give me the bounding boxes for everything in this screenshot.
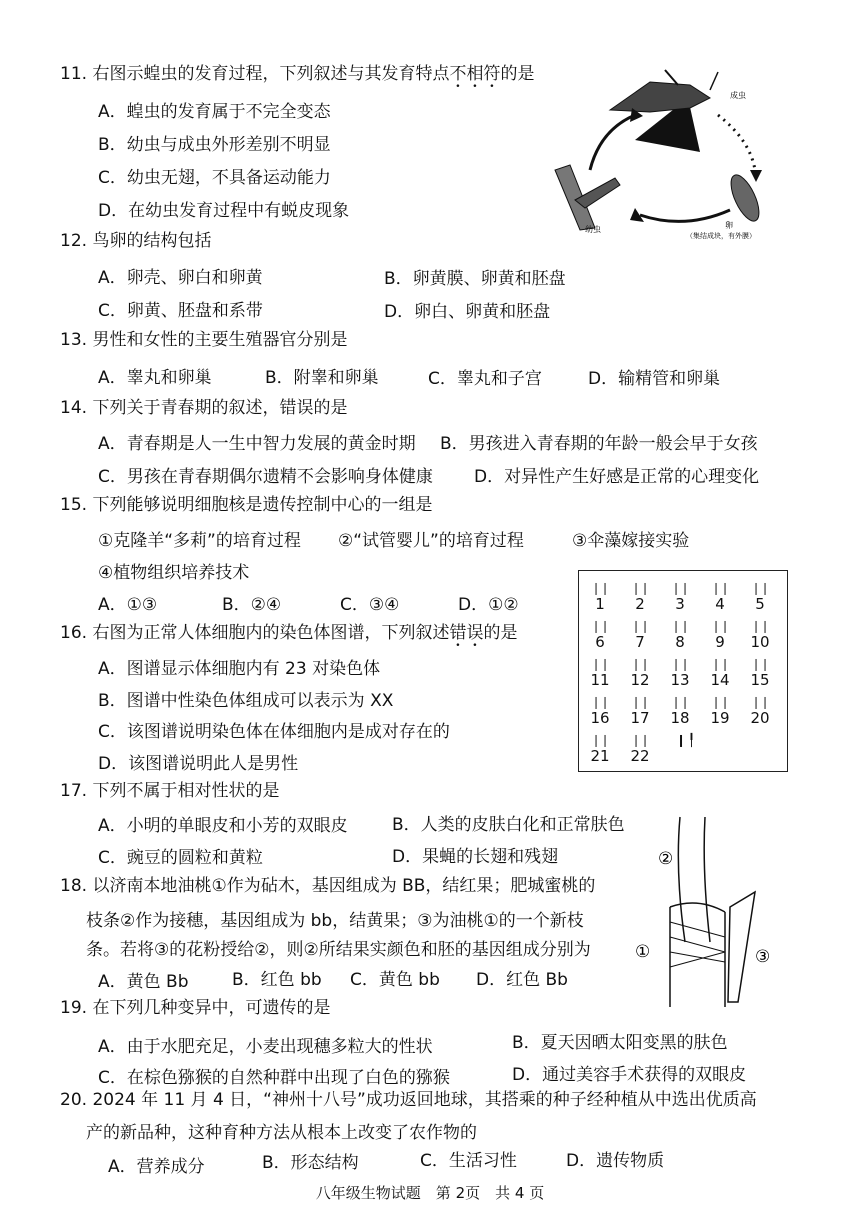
option: D．对异性产生好感是正常的心理变化 (474, 467, 760, 487)
option: D．果蝇的长翅和残翅 (392, 847, 559, 867)
question-13-stem: 13. 男性和女性的主要生殖器官分别是 (60, 330, 348, 350)
question-19-stem: 19. 在下列几种变异中，可遗传的是 (60, 998, 331, 1018)
question-20-stem: 20. 2024 年 11 月 4 日，“神州十八号”成功返回地球，其搭乘的种子经种植从中选出优质高 (60, 1090, 757, 1110)
chromosome-pair: ❘❘ (670, 657, 690, 671)
question-15-stem: 15. 下列能够说明细胞核是遗传控制中心的一组是 (60, 495, 433, 515)
chromosome-number: 2 (635, 595, 645, 613)
option: C．卵黄、胚盘和系带 (98, 301, 263, 321)
option: B．卵黄膜、卵黄和胚盘 (384, 269, 566, 289)
chromosome-pair: ❘❘ (590, 619, 610, 633)
chromosome-pair: ❘❘ (670, 619, 690, 633)
chromosome-pair: ❘❘ (670, 695, 690, 709)
question-14-stem: 14. 下列关于青春期的叙述，错误的是 (60, 398, 348, 418)
chromosome-number: 18 (670, 709, 690, 727)
chromosome-number: 9 (715, 633, 725, 651)
chromosome-pair: ❘❘ (590, 657, 610, 671)
chromosome-number: 3 (675, 595, 685, 613)
chromosome-number: 15 (750, 671, 770, 689)
option: C．该图谱说明染色体在体细胞内是成对存在的 (98, 722, 450, 742)
chromosome-pair: ❘❘ (710, 695, 730, 709)
option: C．睾丸和子宫 (428, 369, 542, 389)
chromosome-pair: ❘❘ (710, 581, 730, 595)
graft-label-3: ③ (755, 947, 771, 967)
chromosome-number: 5 (755, 595, 765, 613)
graft-label-2: ② (658, 849, 674, 869)
chromosome-pair: ❘❘ (750, 581, 770, 595)
question-16-stem: 16. 右图为正常人体细胞内的染色体图谱，下列叙述错误的是 (60, 623, 518, 643)
chromosome-pair: ❘❘ (630, 619, 650, 633)
emphasis-char: 错 (449, 623, 467, 643)
item: ①克隆羊“多莉”的培育过程 (98, 531, 301, 551)
option: C．③④ (340, 595, 400, 615)
option: D．该图谱说明此人是男性 (98, 754, 299, 774)
chromosome-number: 13 (670, 671, 690, 689)
option: A．睾丸和卵巢 (98, 368, 212, 388)
chromosome-number: 14 (710, 671, 730, 689)
chromosome-number: 20 (750, 709, 770, 727)
chromosome-pair: ❘❘ (630, 695, 650, 709)
question-17-stem: 17. 下列不属于相对性状的是 (60, 781, 280, 801)
emphasis (449, 623, 483, 643)
locust-lifecycle-figure (540, 60, 790, 250)
chromosome-number: 7 (635, 633, 645, 651)
chromosome-pair: ❘❘ (710, 619, 730, 633)
emphasis-char: 不 (449, 64, 467, 84)
chromosome-pair: ❘❘ (630, 657, 650, 671)
emphasis-char: 误 (466, 623, 484, 643)
egg-note: （集结成块，有外膜） (686, 232, 756, 240)
question-18-line: 条。若将③的花粉授给②，则②所结果实颜色和胚的基因组成分别为 (86, 940, 591, 960)
chromosome-pair: ❘❘ (590, 695, 610, 709)
chromosome-number: 8 (675, 633, 685, 651)
option: D．输精管和卵巢 (588, 369, 721, 389)
option: C．黄色 bb (350, 970, 440, 990)
chromosome-number: 19 (710, 709, 730, 727)
option: A．青春期是人一生中智力发展的黄金时期 (98, 434, 416, 454)
option: D．在幼虫发育过程中有蜕皮现象 (98, 201, 350, 221)
chromosome-number: 12 (630, 671, 650, 689)
option: B．形态结构 (262, 1153, 359, 1173)
chromosome-number: 11 (590, 671, 610, 689)
item: ③伞藻嫁接实验 (572, 531, 690, 551)
chromosome-number: 17 (630, 709, 650, 727)
item: ②“试管婴儿”的培育过程 (338, 531, 524, 551)
chromosome-number: 16 (590, 709, 610, 727)
page-footer: 八年级生物试题 第 2页 共 4 页 (315, 1184, 545, 1202)
option: A．卵壳、卵白和卵黄 (98, 268, 263, 288)
option: A．图谱显示体细胞内有 23 对染色体 (98, 659, 381, 679)
karyotype-figure (578, 570, 788, 772)
option: B．红色 bb (232, 970, 322, 990)
option: B．图谱中性染色体组成可以表示为 XX (98, 691, 394, 711)
option: C．幼虫无翅，不具备运动能力 (98, 168, 331, 188)
egg-label: 卵 (725, 221, 733, 230)
option: A．营养成分 (108, 1157, 205, 1177)
option: B．人类的皮肤白化和正常肤色 (392, 815, 625, 835)
chromosome-number: 10 (750, 633, 770, 651)
chromosome-pair: ❘❘ (750, 657, 770, 671)
chromosome-number: 22 (630, 747, 650, 765)
question-18-stem: 18. 以济南本地油桃①作为砧木，基因组成为 BB，结红果；肥城蜜桃的 (60, 876, 596, 896)
graft-figure (630, 812, 780, 1012)
question-18-line: 枝条②作为接穗，基因组成为 bb，结黄果；③为油桃①的一个新枝 (86, 911, 584, 931)
option: C．男孩在青春期偶尔遗精不会影响身体健康 (98, 467, 433, 487)
emphasis-char: 相 (466, 64, 484, 84)
chromosome-pair: ❘❘ (630, 581, 650, 595)
chromosome-pair: ❘❘ (590, 581, 610, 595)
emphasis-char: 符 (483, 64, 501, 84)
chromosome-pair: ❘❘ (750, 695, 770, 709)
question-12-stem: 12. 鸟卵的结构包括 (60, 231, 212, 251)
option: B．附睾和卵巢 (265, 368, 379, 388)
option: D．通过美容手术获得的双眼皮 (512, 1065, 747, 1085)
option: D．遗传物质 (566, 1151, 665, 1171)
emphasis (449, 64, 500, 84)
item: ④植物组织培养技术 (98, 563, 250, 583)
chromosome-pair: ❘❘ (710, 657, 730, 671)
chromosome-number: 6 (595, 633, 605, 651)
option: A．由于水肥充足，小麦出现穗多粒大的性状 (98, 1037, 433, 1057)
chromosome-pair: ❘❘ (750, 619, 770, 633)
chromosome-pair: ❘❘ (590, 733, 610, 747)
option: B．夏天因晒太阳变黑的肤色 (512, 1033, 728, 1053)
sex-chromosomes: ❙ ╿ (675, 733, 695, 747)
question-11-stem: 11. 右图示蝗虫的发育过程，下列叙述与其发育特点不相符的是 (60, 64, 535, 84)
chromosome-number: 1 (595, 595, 605, 613)
option: B．男孩进入青春期的年龄一般会早于女孩 (440, 434, 758, 454)
option: C．豌豆的圆粒和黄粒 (98, 848, 263, 868)
option: A．黄色 Bb (98, 972, 189, 992)
option: D．①② (458, 595, 519, 615)
option: C．生活习性 (420, 1151, 517, 1171)
option: A．①③ (98, 595, 158, 615)
option: D．卵白、卵黄和胚盘 (384, 302, 551, 322)
adult-label: 成虫 (730, 91, 746, 100)
chromosome-pair: ❘❘ (630, 733, 650, 747)
nymph-label: 幼虫 (585, 225, 601, 234)
option: C．在棕色猕猴的自然种群中出现了白色的猕猴 (98, 1068, 450, 1088)
question-20-line: 产的新品种，这种育种方法从根本上改变了农作物的 (86, 1123, 477, 1143)
option: A．蝗虫的发育属于不完全变态 (98, 102, 331, 122)
chromosome-number: 21 (590, 747, 610, 765)
graft-label-1: ① (635, 942, 651, 962)
chromosome-number: 4 (715, 595, 725, 613)
option: A．小明的单眼皮和小芳的双眼皮 (98, 816, 348, 836)
chromosome-pair: ❘❘ (670, 581, 690, 595)
option: D．红色 Bb (476, 970, 568, 990)
option: B．②④ (222, 595, 282, 615)
option: B．幼虫与成虫外形差别不明显 (98, 135, 331, 155)
